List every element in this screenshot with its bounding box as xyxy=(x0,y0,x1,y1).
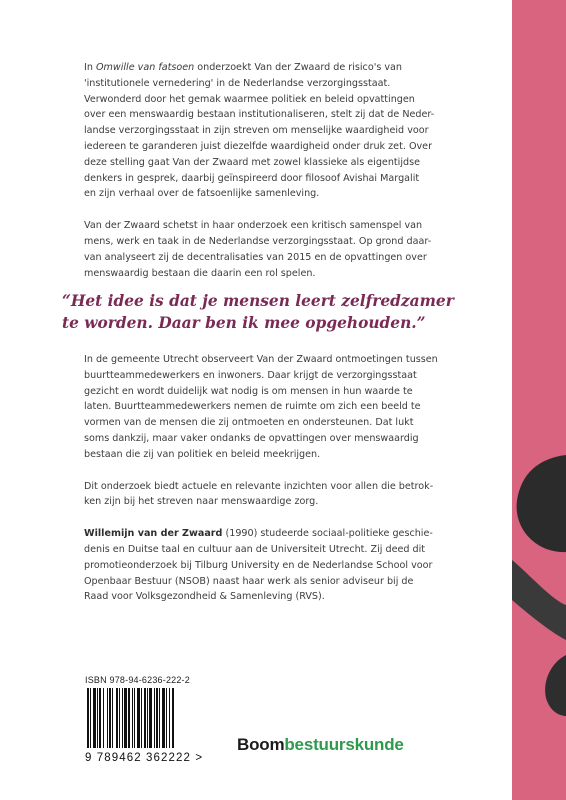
publisher-logo: Boombestuurskunde xyxy=(237,735,404,754)
paragraph-intro: In Omwille van fatsoen onderzoekt Van der Zwaard de risico's van 'institutionele vernedering' in de Nederlandse verzorgingsstaat. Verwonderd door het gemak waarmee politiek en beleid opvattingen over een menswaardig bestaan institutionaliseren, stelt zij dat de Neder- landse verzorgingsstaat in zijn streven om menselijke waardigheid voor iedereen te garanderen juist diezelfde waardigheid onder druk zet. Over deze stelling gaat Van der Zwaard met zowel klassieke als eigentijdse denkers in gesprek, daarbij geïnspireerd door filosoof Avishai Margalit en zijn verhaal over de fatsoenlijke samenleving. xyxy=(84,62,435,200)
decorative-shape-icon xyxy=(512,0,566,800)
author-name: Willemijn van der Zwaard xyxy=(84,528,223,540)
pull-quote: “Het idee is dat je mensen leert zelfredzamer te worden. Daar ben ik mee opgehouden.” xyxy=(62,292,454,332)
cover-side-panel xyxy=(512,0,566,800)
book-title: Omwille van fatsoen xyxy=(95,62,195,73)
barcode-digits: 9 789462 362222 > xyxy=(85,752,204,764)
paragraph-insights: Dit onderzoek biedt actuele en relevante inzichten voor allen die betrok- ken zijn bij het streven naar menswaardige zorg. xyxy=(84,480,434,508)
description-block-2 xyxy=(84,352,444,621)
isbn-label: ISBN 978-94-6236-222-2 xyxy=(85,675,190,685)
barcode-icon xyxy=(85,688,203,750)
description-block xyxy=(84,60,442,281)
paragraph-analysis: Van der Zwaard schetst in haar onderzoek een kritisch samenspel van mens, werk en taak in de Nederlandse verzorgingsstaat. Op grond daar- van analyseert zij de decentralisaties van 2015 en de opvattingen over menswaardig bestaan die daarin een rol spelen. xyxy=(84,220,432,279)
author-bio: Willemijn van der Zwaard (1990) studeerde sociaal-politieke geschie- denis en Duitse taal en cultuur aan de Universiteit Utrecht. Zij deed dit promotieonderzoek bij Tilburg University en de Nederlandse School voor Openbaar Bestuur (NSOB) naast haar werk als senior adviseur bij de Raad voor Volksgezondheid & Samenleving (RVS). xyxy=(84,528,433,603)
paragraph-utrecht: In de gemeente Utrecht observeert Van der Zwaard ontmoetingen tussen buurtteammedewerkers en inwoners. Daar krijgt de verzorgingsstaat gezicht en wordt duidelijk wat nodig is om mensen in hun waarde te laten. Buurtteammedewerkers nemen de ruimte om zich een beeld te vormen van de mensen die zij ontmoeten en ondersteunen. Dat lukt soms dankzij, maar vaker ondanks de opvattingen over menswaardig bestaan die zij van politiek en beleid meekrijgen. xyxy=(84,354,438,460)
